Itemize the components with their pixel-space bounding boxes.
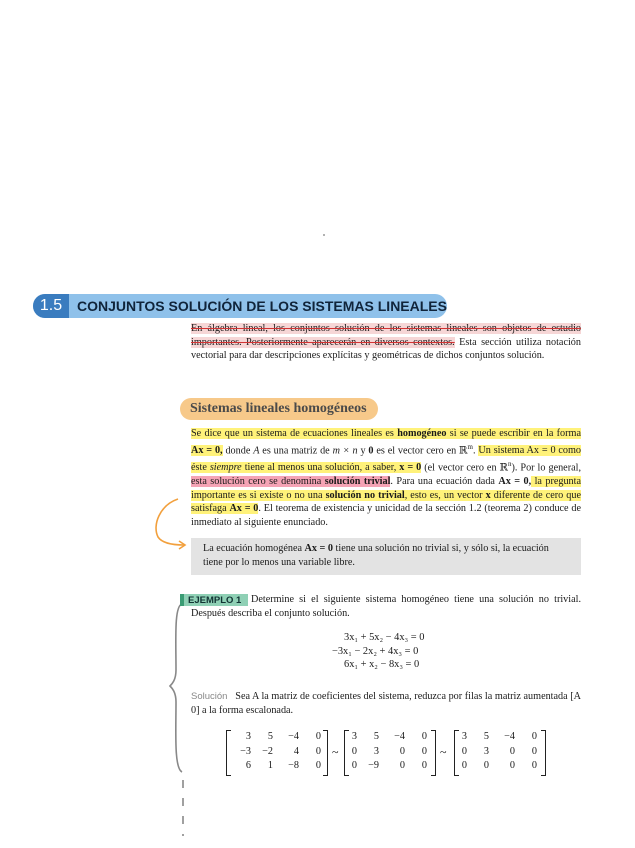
matrix-1 (226, 730, 328, 776)
intro-paragraph (191, 322, 581, 363)
math-sup-m: m (467, 442, 473, 451)
matrix-cell: −3 (240, 745, 251, 757)
hl-trivial (191, 476, 390, 487)
matrix-cell: −4 (394, 731, 405, 742)
matrix-cell: −4 (288, 731, 299, 742)
matrix-cell: −4 (504, 731, 515, 742)
math-zero: 0 (368, 445, 374, 457)
matrix-row (227, 730, 327, 745)
section-number: 1.5 (33, 294, 69, 318)
matrix-cell: 0 (509, 745, 515, 757)
math-axe0: Ax = 0 (229, 503, 259, 515)
math-x: x (485, 489, 491, 501)
matrix-row (455, 730, 545, 745)
solution-text: Sea A la matriz de coeficientes del sistema, reduzca por filas la matriz aumentada [A 0] a la forma escalonada. (191, 691, 582, 716)
term-homogeneo: homogéneo (397, 428, 447, 439)
math-axe0: Ax = 0, (191, 445, 223, 457)
text: . El teorema de existencia y unicidad de la sección 1.2 (teorema 2) conduce de inmediato al siguiente enunciado. (191, 503, 581, 528)
matrix-cell: 3 (461, 731, 467, 742)
text: (el vector cero en ℝ (421, 462, 508, 474)
brace-annotation (168, 600, 186, 775)
matrix-row (345, 745, 435, 760)
text: Un sistema Ax = 0 como éste (191, 445, 582, 474)
example-text: Determine si el siguiente sistema homogéneo tiene una solución no trivial. Después describa el conjunto solución. (191, 594, 581, 619)
matrix-3 (454, 730, 546, 776)
text: esta solución cero se denomina (191, 475, 325, 487)
text: tiene una solución no trivial si, y sólo si, la ecuación tiene por lo menos una variable libre. (203, 543, 549, 568)
matrix-cell: −2 (262, 745, 273, 757)
text: . Para una ecuación dada (390, 475, 499, 487)
text: es una matriz de (259, 445, 333, 457)
matrix-cell: 0 (315, 745, 321, 757)
math-axe0: Ax = 0 (304, 543, 333, 554)
matrix-cell: 3 (483, 745, 489, 757)
brace-path (170, 604, 182, 772)
solution-paragraph (191, 690, 581, 717)
section-title: CONJUNTOS SOLUCIÓN DE LOS SISTEMAS LINEALES (76, 298, 447, 314)
subsection-title: Sistemas lineales homogéneos (180, 398, 378, 420)
matrix-reduction (226, 730, 556, 778)
matrix-row (345, 730, 435, 745)
text: tiene al menos una solución, a saber, (241, 462, 400, 474)
matrix-cell: 0 (315, 731, 321, 742)
matrix-row (227, 745, 327, 760)
matrix-cell: 0 (399, 760, 405, 771)
theorem-box (191, 538, 581, 575)
matrix-cell: 0 (421, 760, 427, 771)
matrix-cell: 4 (293, 745, 299, 757)
matrix-cell: 5 (267, 731, 273, 742)
equation-3: 6x₁ + x₂ − 8x₃ = 0 (344, 659, 420, 670)
math-x0: x = 0 (399, 462, 422, 474)
math-mxn: m × n (332, 445, 358, 457)
matrix-row (345, 759, 435, 774)
text: es el vector cero en ℝ (373, 445, 468, 457)
matrix-cell: 3 (373, 745, 379, 757)
arrow-path (156, 499, 184, 545)
matrix-row (455, 759, 545, 774)
section-header (33, 294, 447, 318)
matrix-cell: 0 (421, 745, 427, 757)
matrix-cell: 0 (461, 745, 467, 757)
text: Se dice que un sistema de ecuaciones lineales es (191, 428, 398, 439)
math-a: A (253, 445, 260, 457)
text: donde (222, 445, 254, 457)
term-trivial: solución trivial (324, 475, 391, 487)
stray-dot (323, 234, 325, 236)
matrix-cell: 1 (267, 760, 273, 771)
math-axe0: Ax = 0, (498, 475, 532, 487)
text: y (357, 445, 369, 457)
matrix-cell: 0 (399, 745, 405, 757)
term-no-trivial: solución no trivial (325, 489, 405, 501)
matrix-cell: 0 (531, 745, 537, 757)
tilde-2: ~ (440, 745, 447, 759)
matrix-cell: 0 (509, 760, 515, 771)
matrix-cell: 3 (245, 731, 251, 742)
equation-1: 3x₁ + 5x₂ − 4x₃ = 0 (344, 632, 425, 643)
matrix-cell: 0 (531, 760, 537, 771)
text: ). Por lo general, (511, 462, 581, 474)
text-siempre: siempre (209, 462, 242, 474)
text: la pregunta importante es si existe o no una (191, 475, 581, 501)
dashed-line-annotation (180, 780, 186, 840)
matrix-cell: −9 (368, 760, 379, 771)
matrix-cell: 6 (245, 760, 251, 771)
tilde-1: ~ (332, 745, 339, 759)
curved-arrow-annotation (150, 495, 190, 550)
intro-rest-text: Esta sección utiliza notación vectorial para dar descripciones explícitas y geométricas de dichos conjuntos solución. (191, 336, 581, 362)
equation-2: −3x₁ − 2x₂ + 4x₃ = 0 (332, 645, 419, 657)
text: La ecuación homogénea (203, 543, 305, 554)
matrix-cell: 3 (351, 731, 357, 742)
matrix-cell: −8 (288, 760, 299, 771)
matrix-2 (344, 730, 436, 776)
matrix-cell: 5 (483, 731, 489, 742)
matrix-cell: 0 (461, 760, 467, 771)
matrix-cell: 0 (351, 745, 357, 757)
body-paragraph (191, 427, 581, 530)
matrix-row (227, 759, 327, 774)
solution-label: Solución (191, 691, 228, 702)
equation-system (332, 631, 424, 672)
text: diferente de cero que satisfaga (191, 489, 581, 515)
math-sup-n: n (508, 459, 512, 468)
matrix-cell: 5 (373, 731, 379, 742)
text: . (472, 445, 479, 457)
text: , esto es, un vector (404, 489, 486, 501)
example-label: EJEMPLO 1 (180, 594, 248, 606)
text: si se puede escribir en la forma (446, 428, 581, 439)
matrix-cell: 0 (421, 731, 427, 742)
matrix-cell: 0 (531, 731, 537, 742)
matrix-cell: 0 (483, 760, 489, 771)
matrix-cell: 0 (351, 760, 357, 771)
example-label-bar (180, 594, 184, 606)
matrix-row (455, 745, 545, 760)
intro-struck-text: En álgebra lineal, los conjuntos solución de los sistemas lineales son objetos de estudio importantes. Posteriormente aparecerán en diversos contextos. (191, 323, 581, 348)
matrix-cell: 0 (315, 760, 321, 771)
